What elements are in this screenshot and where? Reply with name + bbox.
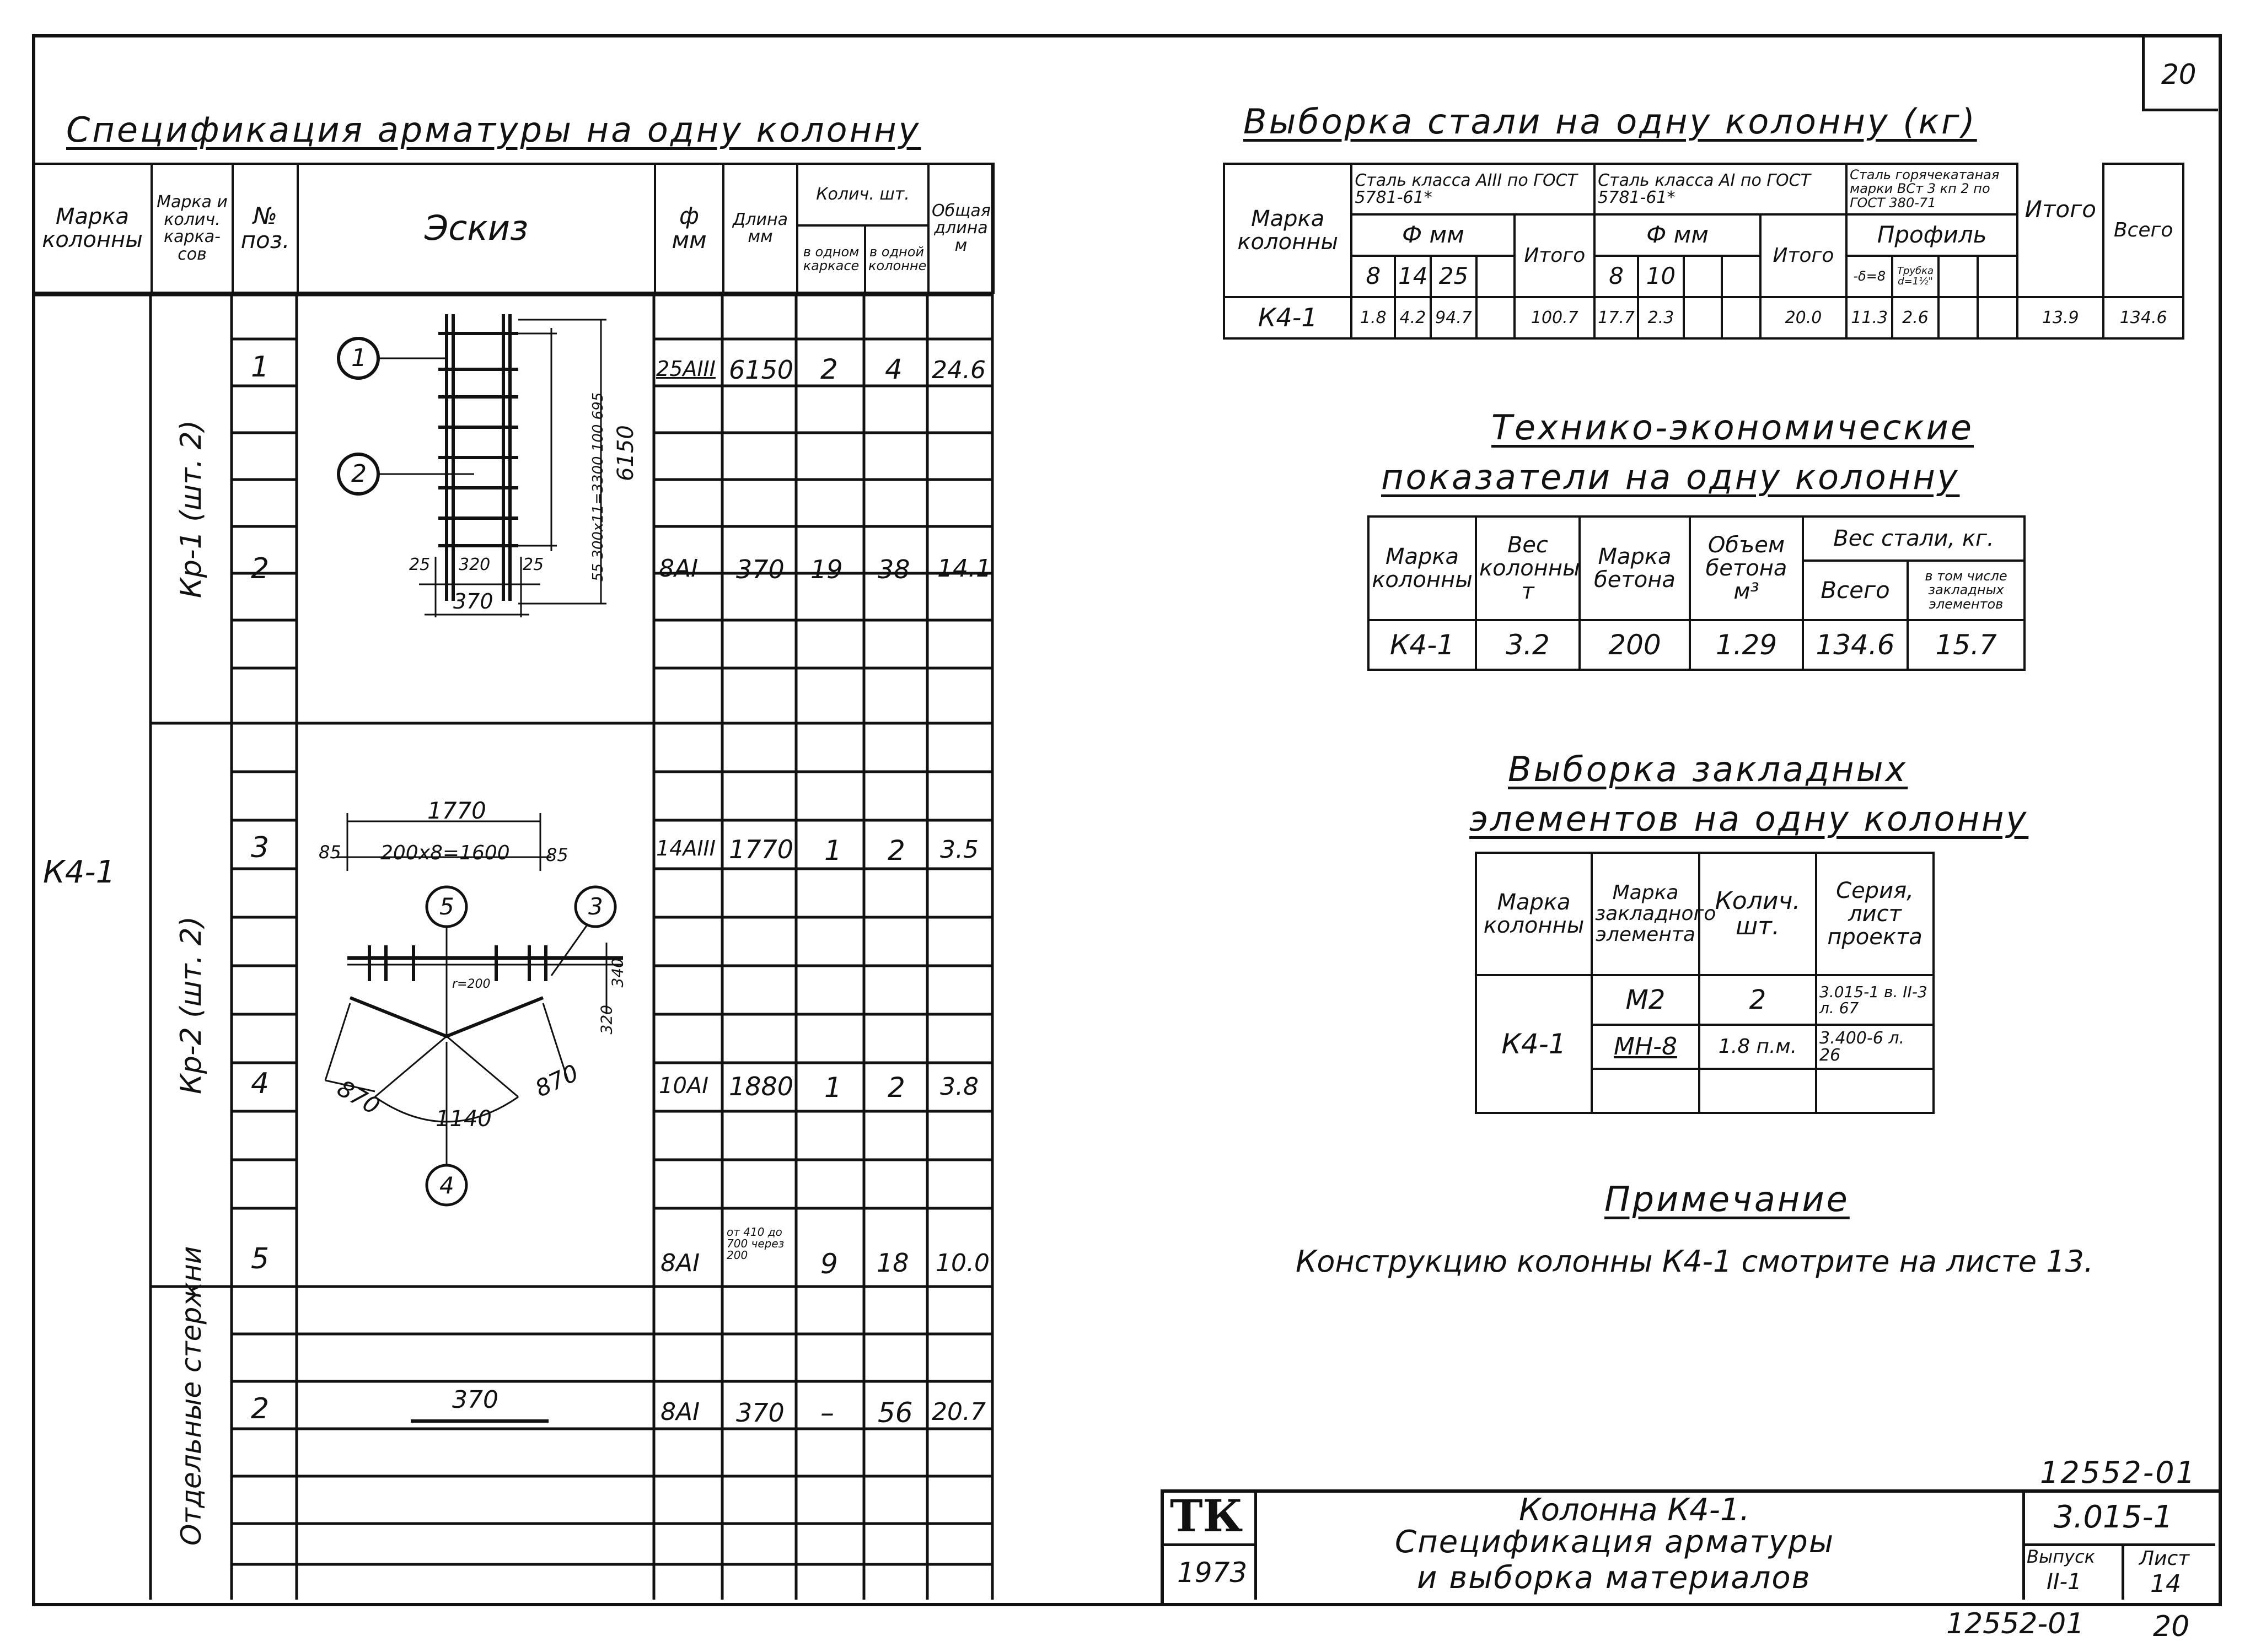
spec-qty-col: 56: [878, 1397, 913, 1429]
spec-qty-col: 4: [885, 353, 903, 385]
spec-dia: 25АIII: [656, 357, 716, 381]
steel-r-pr2: 2.6: [1892, 297, 1938, 338]
sketch1-callout-2: 2: [351, 460, 367, 488]
steel-h-itogo3: Итого: [2017, 164, 2103, 256]
sketch-separate-bar: [411, 1419, 549, 1423]
spec-dia: 10АI: [659, 1073, 709, 1099]
spec-qty-cage: 2: [820, 353, 838, 385]
spec-dia: 14АIII: [656, 836, 716, 860]
steel-p2: Трубка d=1½": [1892, 256, 1938, 297]
spec-cage1-label: Кр-1 (шт. 2): [175, 420, 208, 598]
embed-h-series: Серия, лист проекта: [1816, 853, 1934, 975]
spec-total: 14.1: [937, 555, 991, 583]
spec-pos: 2: [251, 1392, 270, 1425]
stamp-issue-label: Выпуск: [2027, 1546, 2095, 1567]
steel-r-empty: [1684, 297, 1722, 338]
steel-d-empty: [1684, 256, 1722, 297]
spec-h-qty-col: в одной колонне: [865, 225, 928, 293]
embed-col: К4-1: [1476, 975, 1592, 1113]
steel-r-v8: 1.8: [1351, 297, 1395, 338]
sketch1-vdims: 55 300х11=3300 100 695: [590, 392, 606, 582]
spec-h-pos: № поз.: [233, 164, 298, 293]
tep-r-weight: 3.2: [1476, 620, 1580, 670]
embed-series: 3.015-1 в. II-3 л. 67: [1816, 975, 1934, 1025]
tep-h-mark: Марка колонны: [1368, 516, 1476, 620]
sketch2-callout-5: 5: [439, 893, 454, 920]
stamp-code-top: 12552-01: [2040, 1455, 2197, 1490]
embed-qty-empty: [1699, 1069, 1816, 1113]
spec-h-dia: ф мм: [655, 164, 723, 293]
steel-h-a3: Сталь класса АIII по ГОСТ 5781-61*: [1351, 164, 1594, 214]
steel-r-it1: 100.7: [1515, 297, 1594, 338]
spec-qty-col: 2: [888, 835, 905, 867]
spec-pos: 2: [251, 552, 270, 585]
steel-r-it3: 13.9: [2017, 297, 2103, 338]
embed-el: М2: [1592, 975, 1699, 1025]
title-block-logo-divider: [1161, 1543, 1254, 1546]
steel-h-phi2: Ф мм: [1594, 214, 1760, 256]
sheet-number-top: 20: [2161, 58, 2197, 90]
steel-table: [1223, 163, 2184, 340]
spec-qty-col: 38: [878, 555, 910, 584]
tep-r-volume: 1.29: [1690, 620, 1803, 670]
spec-pos: 1: [251, 351, 270, 384]
embed-qty: 1.8 п.м.: [1699, 1025, 1816, 1069]
spec-dia: 8АI: [660, 1249, 700, 1277]
spec-h-colmark: Марка колонны: [33, 164, 152, 293]
spec-total: 10.0: [936, 1249, 990, 1277]
embed-h-qty: Колич. шт.: [1699, 853, 1816, 975]
spec-dia: 8АI: [660, 1398, 700, 1426]
sketch2-h2: 340: [608, 958, 627, 988]
steel-d4: 8: [1594, 256, 1638, 297]
steel-h-itogo: Итого: [1515, 214, 1594, 297]
spec-h-totlen: Общая длина м: [928, 164, 994, 293]
spec-qty-cage: 1: [824, 835, 842, 867]
embed-series: 3.400-6 л. 26: [1816, 1025, 1934, 1069]
embed-title-1: Выборка закладных: [1508, 749, 1908, 789]
sketch2-arm-left: 870: [332, 1074, 385, 1120]
sketch2-h1: 320: [597, 1005, 616, 1035]
embed-table: [1475, 852, 1935, 1114]
tep-h-steel: Вес стали, кг.: [1803, 516, 2025, 561]
spec-pos: 3: [251, 831, 270, 864]
spec-dia: 8АI: [659, 555, 699, 583]
sketch2-top: 1770: [427, 797, 486, 824]
steel-d5: 10: [1638, 256, 1684, 297]
spec-len: 370: [736, 1398, 785, 1428]
steel-d3: 25: [1431, 256, 1476, 297]
stamp-title-3: и выборка материалов: [1417, 1560, 1811, 1596]
stamp-issue: II-1: [2047, 1569, 2082, 1595]
steel-d-empty: [1722, 256, 1760, 297]
spec-qty-cage: 19: [810, 555, 843, 584]
spec-qty-cage: 9: [820, 1248, 838, 1280]
spec-qty-col: 2: [888, 1072, 905, 1104]
steel-d-empty: [1476, 256, 1515, 297]
steel-r-v25: 94.7: [1431, 297, 1476, 338]
steel-h-vsego: Всего: [2103, 164, 2183, 297]
spec-len: 1880: [729, 1072, 794, 1101]
embed-h-el: Марка закладного элемента: [1592, 853, 1699, 975]
spec-h-sketch: Эскиз: [298, 164, 655, 293]
stamp-title-2: Спецификация арматуры: [1395, 1524, 1835, 1560]
sketch-separate-dim: 370: [452, 1386, 498, 1414]
steel-h-profile: Профиль: [1846, 214, 2017, 256]
steel-r-empty: [1476, 297, 1515, 338]
title-block-sheet-divider: [2122, 1543, 2124, 1600]
sketch2-callout-3a: 3: [588, 893, 603, 920]
sketch2-side-right: 85: [546, 844, 568, 865]
sketch1-height: 6150: [613, 425, 638, 481]
sketch2-radius: r=200: [452, 977, 491, 991]
steel-h-prof: Сталь горячекатаная марки ВСт 3 кп 2 по ГОСТ 380-71: [1846, 164, 2017, 214]
tep-title-2: показатели на одну колонну: [1381, 457, 1960, 497]
tep-h-volume: Объем бетона м³: [1690, 516, 1803, 620]
steel-h-mark: Марка колонны: [1224, 164, 1351, 297]
tep-h-emb: в том числе закладных элементов: [1908, 561, 2025, 620]
spec-h-cagemark: Марка и колич. карка-сов: [152, 164, 233, 293]
steel-r-empty: [1722, 297, 1760, 338]
spec-pos: 4: [251, 1067, 270, 1100]
sketch2-callout-4: 4: [439, 1172, 454, 1199]
embed-series-empty: [1816, 1069, 1934, 1113]
spec-h-qty-cage: в одном каркасе: [797, 225, 865, 293]
sketch1-callout-1: 1: [351, 344, 367, 372]
tep-h-total: Всего: [1803, 561, 1908, 620]
spec-total: 3.5: [940, 836, 979, 864]
tep-r-total: 134.6: [1803, 620, 1908, 670]
embed-el-empty: [1592, 1069, 1699, 1113]
steel-r-v14: 4.2: [1395, 297, 1431, 338]
tep-h-weight: Вес колонны т: [1476, 516, 1580, 620]
embed-h-mark: Марка колонны: [1476, 853, 1592, 975]
steel-r-empty: [1938, 297, 1978, 338]
steel-r-a8: 17.7: [1594, 297, 1638, 338]
steel-itogo3-cont: [2017, 256, 2103, 297]
steel-r-mark: К4-1: [1224, 297, 1351, 338]
stamp-logo: ТК: [1170, 1490, 1243, 1542]
spec-len: 1770: [729, 835, 794, 864]
sketch1-width: 370: [453, 589, 493, 614]
embed-el: МН-8: [1592, 1025, 1699, 1069]
tep-table: [1367, 515, 2026, 671]
steel-h-phi: Ф мм: [1351, 214, 1515, 256]
tep-r-mark: К4-1: [1368, 620, 1476, 670]
spec-qty-cage: 1: [824, 1072, 842, 1104]
steel-p-empty: [1938, 256, 1978, 297]
spec-total: 24.6: [932, 356, 986, 384]
sketch1-side-right: 25: [523, 555, 544, 574]
sketch2-arm-right: 870: [531, 1059, 583, 1102]
steel-p-empty: [1978, 256, 2017, 297]
spec-pos: 5: [251, 1242, 270, 1276]
steel-r-it2: 20.0: [1760, 297, 1846, 338]
steel-h-a1: Сталь класса АI по ГОСТ 5781-61*: [1594, 164, 1846, 214]
spec-column-mark: К4-1: [43, 854, 116, 890]
spec-total: 3.8: [940, 1073, 979, 1101]
steel-title: Выборка стали на одну колонну (кг): [1243, 101, 1977, 142]
steel-r-pr1: 11.3: [1846, 297, 1892, 338]
embed-title-2: элементов на одну колонну: [1469, 799, 2029, 839]
steel-r-a10: 2.3: [1638, 297, 1684, 338]
spec-total: 20.7: [932, 1398, 986, 1426]
spec-len: 6150: [729, 355, 794, 385]
spec-qty-col: 18: [877, 1248, 909, 1278]
spec-separate-label: Отдельные стержни: [175, 1246, 207, 1546]
steel-d1: 8: [1351, 256, 1395, 297]
stamp-sheet: 14: [2150, 1570, 2181, 1598]
steel-r-all: 134.6: [2103, 297, 2183, 338]
spec-cage2-label: Кр-2 (шт. 2): [175, 916, 208, 1094]
tep-h-concrete: Марка бетона: [1580, 516, 1690, 620]
tep-r-emb: 15.7: [1908, 620, 2025, 670]
stamp-series: 3.015-1: [2054, 1499, 2173, 1535]
steel-h-itogo2: Итого: [1760, 214, 1846, 297]
spec-len: 370: [736, 555, 785, 584]
tep-title-1: Технико-экономические: [1491, 407, 1974, 448]
steel-r-empty: [1978, 297, 2017, 338]
note-title: Примечание: [1604, 1179, 1850, 1219]
sketch2-mid: 200х8=1600: [380, 842, 510, 864]
steel-d2: 14: [1395, 256, 1431, 297]
sketch2-chord: 1140: [436, 1106, 492, 1132]
spec-h-length: Длина мм: [723, 164, 797, 293]
stamp-sheet-label: Лист: [2139, 1547, 2190, 1570]
stamp-year: 1973: [1177, 1557, 1248, 1589]
sketch1-side-left: 25: [409, 555, 431, 574]
steel-p1: -δ=8: [1846, 256, 1892, 297]
stamp-title-1: Колонна К4-1.: [1519, 1492, 1750, 1528]
page-number-bottom: 20: [2153, 1610, 2190, 1643]
spec-len: от 410 до 700 через 200: [727, 1225, 785, 1262]
spec-qty-cage: –: [820, 1397, 834, 1429]
sketch1-inner: 320: [459, 555, 491, 574]
note-text: Конструкцию колонны К4-1 смотрите на листе 13.: [1296, 1244, 2094, 1279]
sketch2-side-left: 85: [319, 842, 341, 863]
spec-title: Спецификация арматуры на одну колонну: [66, 110, 921, 150]
tep-r-concrete: 200: [1580, 620, 1690, 670]
stamp-code-bottom: 12552-01: [1946, 1607, 2085, 1640]
embed-qty: 2: [1699, 975, 1816, 1025]
spec-h-qty: Колич. шт.: [797, 164, 928, 225]
